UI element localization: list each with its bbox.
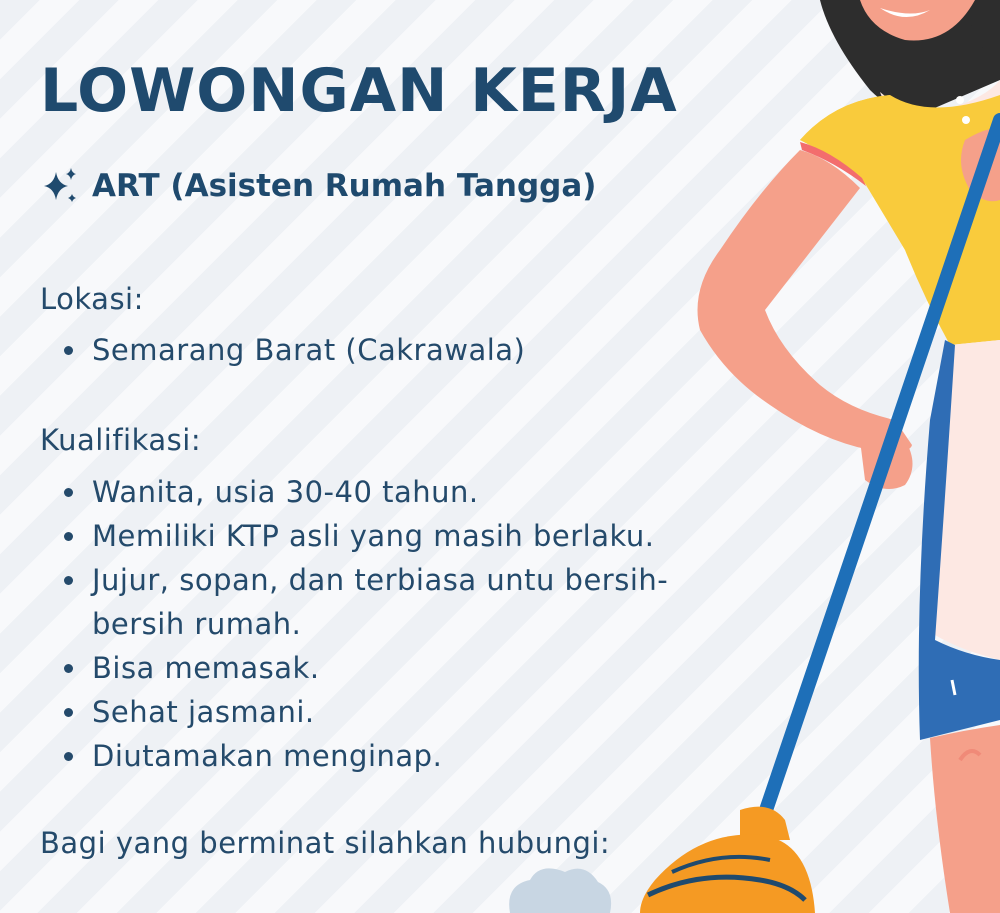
list-item: Diutamakan menginap. <box>40 734 730 778</box>
list-item: Bisa memasak. <box>40 646 730 690</box>
page-title: LOWONGAN KERJA <box>40 56 678 126</box>
list-item: Memiliki KTP asli yang masih berlaku. <box>40 514 730 558</box>
list-item: Jujur, sopan, dan terbiasa untu bersih-bersih rumah. <box>40 558 730 646</box>
job-position-row <box>40 166 596 206</box>
list-item: Wanita, usia 30-40 tahun. <box>40 470 730 514</box>
sparkle-icon <box>40 166 80 206</box>
qualifications-label: Kualifikasi: <box>40 423 202 457</box>
contact-prompt: Bagi yang berminat silahkan hubungi: <box>40 826 611 860</box>
job-position: ART (Asisten Rumah Tangga) <box>92 168 597 204</box>
qualifications-list <box>40 470 730 778</box>
location-label: Lokasi: <box>40 282 144 316</box>
list-item: Semarang Barat (Cakrawala) <box>40 328 740 372</box>
list-item: Sehat jasmani. <box>40 690 730 734</box>
location-list <box>40 328 740 372</box>
